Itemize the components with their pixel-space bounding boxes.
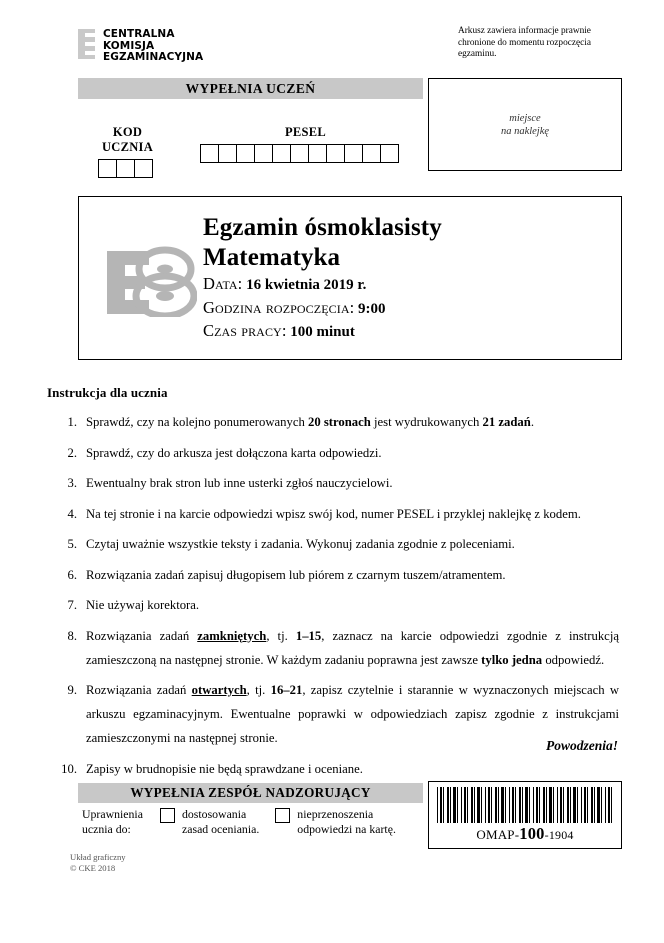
input-cell[interactable]	[200, 144, 219, 163]
input-cell[interactable]	[380, 144, 399, 163]
instruction-number: 6.	[67, 567, 77, 582]
input-cell[interactable]	[308, 144, 327, 163]
instruction-item	[47, 471, 619, 495]
no-transfer-label-line-1: nieprzenoszenia	[297, 807, 374, 821]
no-transfer-checkbox-group[interactable]	[275, 807, 396, 837]
instructions-list	[47, 410, 619, 787]
exam-start-time-value: 9:00	[358, 300, 386, 317]
entitlements-label	[82, 807, 160, 837]
cke-logo-line-2: KOMISJA	[103, 39, 155, 52]
instruction-number: 4.	[67, 506, 77, 521]
pesel-boxes[interactable]	[200, 144, 411, 163]
instruction-number: 8.	[67, 628, 77, 643]
adjustment-checkbox-label	[182, 807, 259, 837]
input-cell[interactable]	[116, 159, 135, 178]
supervisor-section-body	[82, 807, 427, 837]
barcode-box	[428, 781, 622, 849]
input-cell[interactable]	[272, 144, 291, 163]
exam-duration-value: 100 minut	[290, 324, 355, 340]
cke-logo-line-3: EGZAMINACYJNA	[103, 51, 204, 64]
instruction-text: Ewentualny brak stron lub inne usterki zgłoś nauczycielowi.	[86, 476, 393, 490]
instruction-text: Sprawdź, czy na kolejno ponumerowanych 20 stronach jest wydrukowanych 21 zadań.	[86, 415, 534, 429]
entitlements-line-1: Uprawnienia	[82, 807, 143, 821]
instruction-number: 10.	[61, 761, 77, 776]
entitlements-line-2: ucznia do:	[82, 822, 131, 836]
sticker-line-1: miejsce	[509, 112, 541, 124]
barcode-code: 100	[519, 824, 545, 843]
no-transfer-checkbox-label	[297, 807, 396, 837]
instruction-item	[47, 502, 619, 526]
input-cell[interactable]	[344, 144, 363, 163]
instruction-text: Nie używaj korektora.	[86, 598, 200, 612]
instruction-text: Rozwiązania zadań otwartych, tj. 16–21, zapisz czytelnie i starannie w wyznaczonych miejscach w arkuszu egzaminacyjnym. Ewentualne poprawki w odpowiedziach zapisz zgodnie z instrukcjami zamieszczonymi na następnej stronie.	[86, 683, 619, 745]
input-cell[interactable]	[362, 144, 381, 163]
instruction-number: 2.	[67, 445, 77, 460]
e8-logo-icon	[105, 245, 197, 317]
input-cell[interactable]	[236, 144, 255, 163]
sticker-placeholder-box	[428, 78, 622, 171]
instruction-text: Czytaj uważnie wszystkie teksty i zadania. Wykonuj zadania zgodnie z poleceniami.	[86, 537, 515, 551]
instruction-number: 3.	[67, 476, 77, 490]
exam-name-line-1: Egzamin ósmoklasisty	[203, 214, 442, 241]
footer-line-1: Układ graficzny	[70, 852, 126, 862]
adjustment-label-line-1: dostosowania	[182, 807, 247, 821]
exam-duration-row	[203, 320, 611, 344]
student-section-title: WYPEŁNIA UCZEŃ	[78, 78, 423, 99]
kod-ucznia-label: KOD UCZNIA	[101, 125, 154, 154]
instruction-text: Sprawdź, czy do arkusza jest dołączona karta odpowiedzi.	[86, 445, 382, 460]
confidentiality-notice: Arkusz zawiera informacje prawnie chronione do momentu rozpoczęcia egzaminu.	[458, 26, 591, 60]
input-cell[interactable]	[134, 159, 153, 178]
cke-logo-line-1: CENTRALNA	[103, 28, 175, 40]
sticker-placeholder-text	[501, 112, 549, 138]
exam-date-value: 16 kwietnia 2019 r.	[246, 277, 367, 293]
barcode-suffix: -1904	[544, 828, 574, 842]
barcode-image	[437, 787, 613, 823]
input-cell[interactable]	[290, 144, 309, 163]
instructions-heading: Instrukcja dla ucznia	[47, 385, 168, 400]
exam-title-box	[78, 196, 622, 360]
pesel-label: PESEL	[284, 125, 327, 139]
adjustment-label-line-2: zasad oceniania.	[182, 822, 260, 836]
cke-logo	[78, 29, 203, 64]
good-luck-text: Powodzenia!	[545, 738, 618, 753]
input-cell[interactable]	[98, 159, 117, 178]
instruction-number: 7.	[67, 598, 77, 612]
barcode-label	[437, 825, 613, 844]
exam-start-time-label: Godzina rozpoczęcia:	[203, 297, 355, 317]
cke-logo-text	[103, 29, 203, 64]
cke-mark-icon	[78, 29, 95, 59]
kod-ucznia-boxes[interactable]	[98, 159, 157, 178]
input-cell[interactable]	[326, 144, 345, 163]
input-cell[interactable]	[218, 144, 237, 163]
instruction-number: 1.	[67, 415, 77, 429]
instruction-item	[47, 441, 619, 465]
pesel-field	[200, 125, 411, 163]
footer-line-2: © CKE 2018	[70, 862, 116, 873]
no-transfer-checkbox[interactable]	[275, 808, 290, 823]
page-header	[78, 26, 623, 72]
instruction-item	[47, 410, 619, 434]
exam-title-text	[203, 213, 611, 344]
kod-ucznia-field	[98, 125, 157, 178]
instruction-text: Zapisy w brudnopisie nie będą sprawdzane i oceniane.	[86, 761, 363, 776]
input-cell[interactable]	[254, 144, 273, 163]
instruction-text: Na tej stronie i na karcie odpowiedzi wpisz swój kod, numer PESEL i przyklej naklejkę z kodem.	[86, 506, 581, 521]
adjustment-checkbox-group[interactable]	[160, 807, 259, 837]
instruction-item	[47, 757, 619, 781]
instruction-item	[47, 678, 619, 750]
exam-date-row	[203, 273, 611, 297]
instruction-number: 9.	[67, 683, 77, 697]
instruction-item	[47, 563, 619, 587]
instruction-number: 5.	[67, 537, 77, 551]
barcode-prefix: OMAP-	[476, 827, 520, 842]
page-footer	[70, 852, 126, 873]
exam-date-label: Data:	[203, 274, 243, 293]
no-transfer-label-line-2: odpowiedzi na kartę.	[297, 822, 396, 836]
exam-start-time-row	[203, 297, 611, 321]
instruction-text: Rozwiązania zadań zamkniętych, tj. 1–15, zaznacz na karcie odpowiedzi zgodnie z instrukcją zamieszczoną na następnej stronie. W każdym zadaniu poprawna jest zawsze tylko jedna odpowiedź.	[86, 628, 619, 667]
adjustment-checkbox[interactable]	[160, 808, 175, 823]
instruction-item	[47, 532, 619, 556]
supervisor-section-title: WYPEŁNIA ZESPÓŁ NADZORUJĄCY	[78, 783, 423, 803]
instruction-item	[47, 624, 619, 672]
exam-name-line-2: Matematyka	[203, 244, 341, 271]
instruction-item	[47, 593, 619, 617]
instruction-text: Rozwiązania zadań zapisuj długopisem lub piórem z czarnym tuszem/atramentem.	[86, 567, 506, 582]
exam-duration-label: Czas pracy:	[203, 321, 287, 340]
sticker-line-2: na naklejkę	[500, 125, 550, 137]
